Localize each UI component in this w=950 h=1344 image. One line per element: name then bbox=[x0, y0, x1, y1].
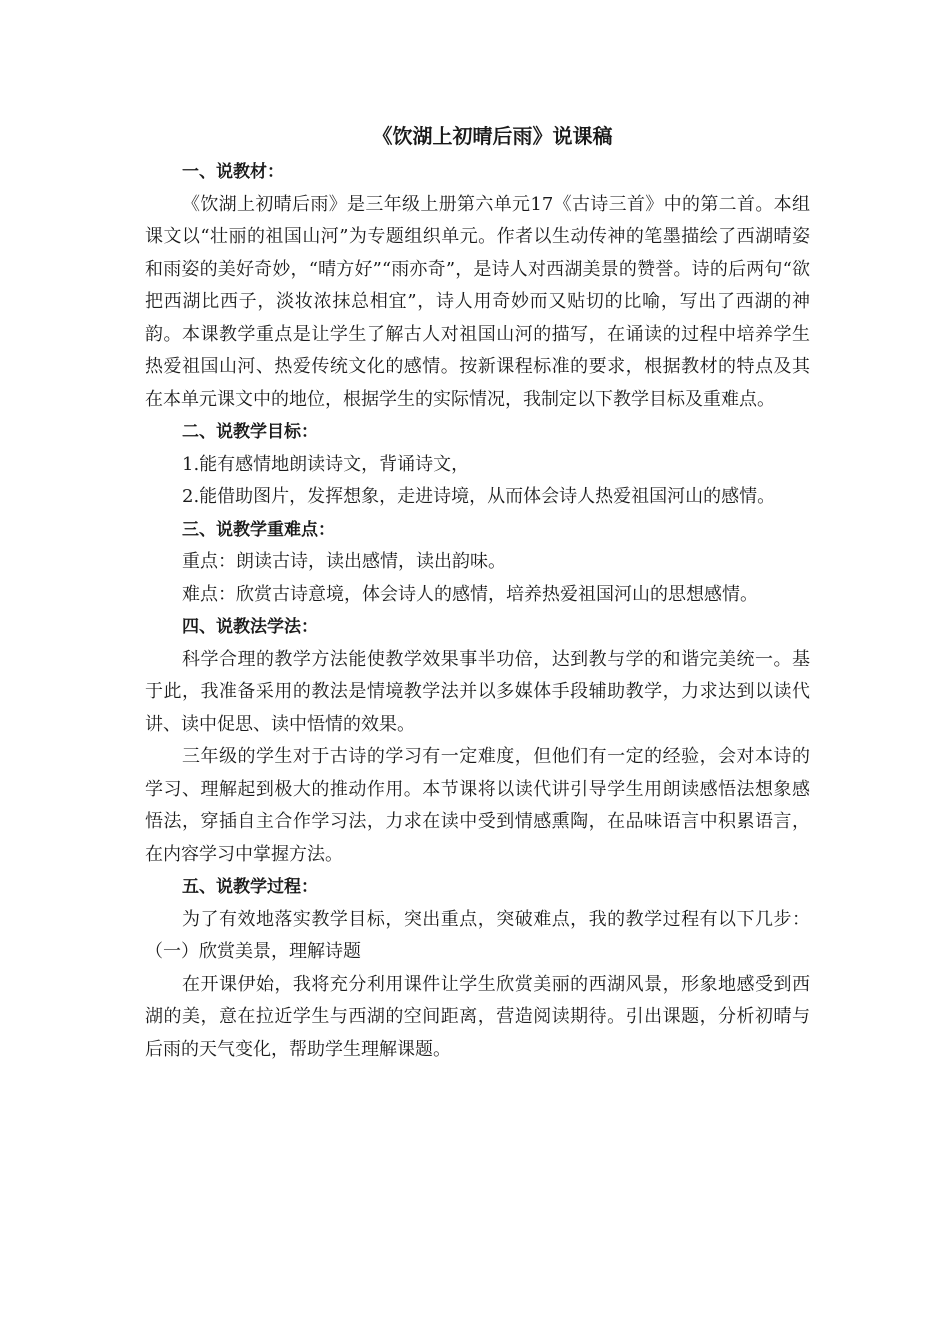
paragraph: 为了有效地落实教学目标，突出重点，突破难点，我的教学过程有以下几步：（一）欣赏美景，理解诗题 bbox=[145, 908, 810, 962]
section-heading: 四、说教法学法： bbox=[182, 617, 318, 637]
section-heading: 五、说教学过程： bbox=[182, 877, 318, 897]
paragraph: 在开课伊始，我将充分利用课件让学生欣赏美丽的西湖风景，形象地感受到西湖的美，意在拉近学生与西湖的空间距离，营造阅读期待。引出课题，分析初晴与后雨的天气变化，帮助学生理解课题。 bbox=[145, 973, 810, 1060]
section-heading: 二、说教学目标： bbox=[182, 422, 318, 442]
list-item: 1.能有感情地朗读诗文，背诵诗文， bbox=[182, 453, 470, 475]
paragraph: 三年级的学生对于古诗的学习有一定难度，但他们有一定的经验，会对本诗的学习、理解起到极大的推动作用。本节课将以读代讲引导学生用朗读感悟法想象感悟法，穿插自主合作学习法，力求在读中受到情感熏陶，在品味语言中积累语言，在内容学习中掌握方法。 bbox=[145, 746, 810, 865]
paragraph: 《饮湖上初晴后雨》是三年级上册第六单元17《古诗三首》中的第二首。本组课文以“壮丽的祖国山河”为专题组织单元。作者以生动传神的笔墨描绘了西湖晴姿和雨姿的美好奇妙，“晴方好”“雨亦奇”，是诗人对西湖美景的赞誉。诗的后两句“欲把西湖比西子，淡妆浓抹总相宜”，诗人用奇妙而又贴切的比喻，写出了西湖的神韵。本课教学重点是让学生了解古人对祖国山河的描写，在诵读的过程中培养学生热爱祖国山河、热爱传统文化的感情。按新课程标准的要求，根据教材的特点及其在本单元课文中的地位，根据学生的实际情况，我制定以下教学目标及重难点。 bbox=[145, 193, 810, 410]
document-page bbox=[145, 118, 810, 1066]
document-title: 《饮湖上初晴后雨》说课稿 bbox=[372, 124, 613, 148]
list-item: 重点：朗读古诗，读出感情，读出韵味。 bbox=[182, 551, 506, 572]
section-heading: 三、说教学重难点： bbox=[182, 519, 335, 540]
list-item: 难点：欣赏古诗意境，体会诗人的感情，培养热爱祖国河山的思想感情。 bbox=[182, 583, 758, 605]
paragraph: 科学合理的教学方法能使教学效果事半功倍，达到教与学的和谐完美统一。基于此，我准备采用的教法是情境教学法并以多媒体手段辅助教学，力求达到以读代讲、读中促思、读中悟情的效果。 bbox=[145, 648, 810, 735]
list-item: 2.能借助图片，发挥想象，走进诗境，从而体会诗人热爱祖国河山的感情。 bbox=[182, 486, 776, 507]
section-heading: 一、说教材： bbox=[182, 162, 284, 182]
